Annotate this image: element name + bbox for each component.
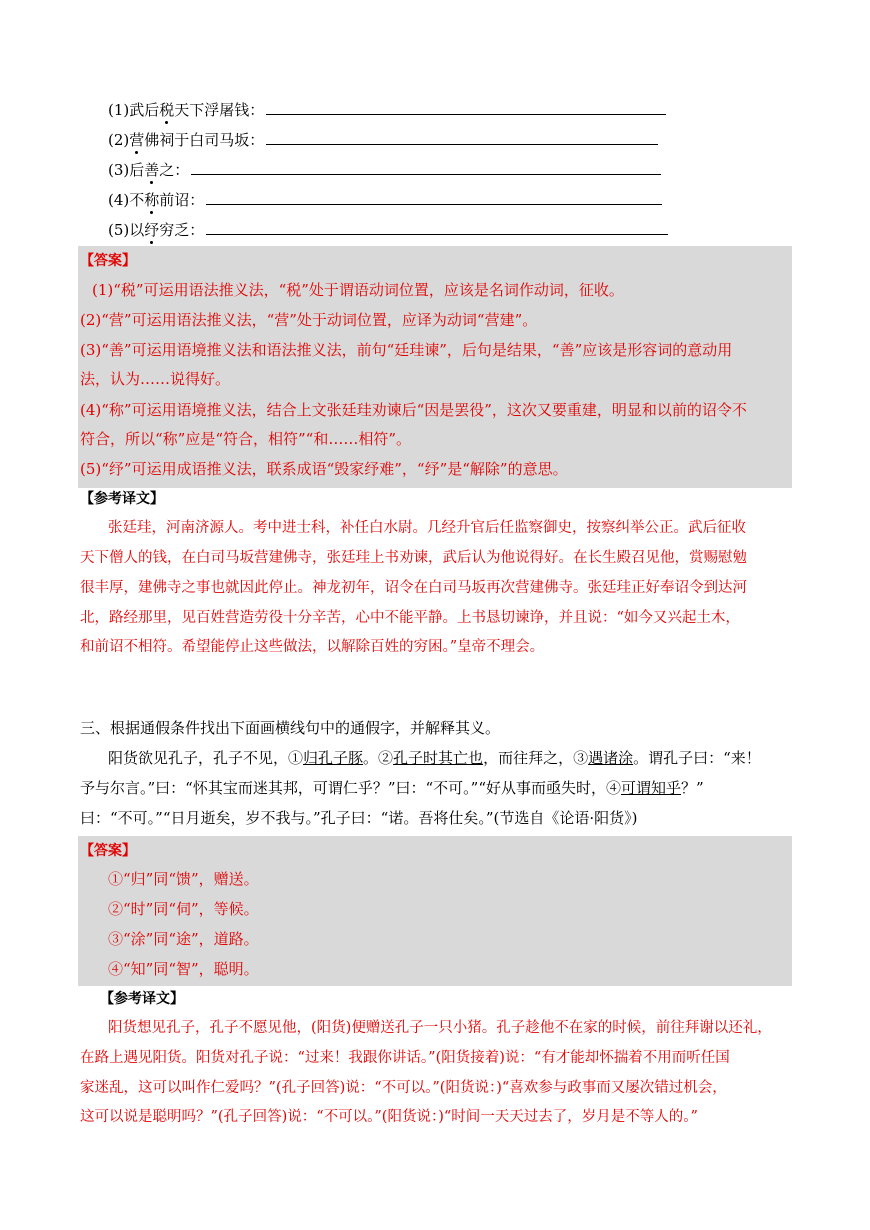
answer-tag: 【答案】 — [80, 253, 136, 269]
translation-line: 张廷珪，河南济源人。考中进士科，补任白水尉。几经升官后任监察御史，按察纠举公正。武后征收 — [108, 520, 746, 536]
question-3: (3)后善之： — [108, 160, 661, 180]
answer-item-4: ④“知”同“智”，聪明。 — [108, 960, 259, 978]
answer-line[interactable] — [206, 222, 668, 235]
translation-tag: 【参考译文】 — [100, 991, 184, 1007]
answer-line-1: (1)“税”可运用语法推义法，“税”处于谓语动词位置，应该是名词作动词，征收。 — [92, 281, 624, 299]
answer-tag: 【答案】 — [80, 843, 136, 859]
translation-line: 很丰厚，建佛寺之事也就因此停止。神龙初年，诏令在白司马坂再次营建佛寺。张廷珪正好奉诏令到达河 — [80, 580, 747, 596]
question-2: (2)营佛祠于白司马坂： — [108, 130, 658, 150]
answer-line-7: (5)“纾”可运用成语推义法，联系成语“毁家纾难”，“纾”是“解除”的意思。 — [80, 460, 568, 478]
translation-line: 和前诏不相符。希望能停止这些做法，以解除百姓的穷困。”皇帝不理会。 — [80, 639, 545, 655]
answer-line-2: (2)“营”可运用语法推义法，“营”处于动词位置，应译为动词“营建”。 — [80, 311, 538, 329]
translation-line: 阳货想见孔子，孔子不愿见他，(阳货)便赠送孔子一只小猪。孔子趁他不在家的时候，前往拜谢以还礼， — [108, 1020, 772, 1036]
translation-line: 在路上遇见阳货。阳货对孔子说：“过来！我跟你讲话。”(阳货接着)说：“有才能却怀揣着不用而听任国 — [80, 1050, 730, 1066]
answer-line[interactable] — [206, 192, 662, 205]
answer-item-3: ③“涂”同“途”，道路。 — [108, 930, 259, 948]
answer-line-6: 符合，所以“称”应是“符合，相符”“和……相符”。 — [80, 430, 412, 448]
question-4: (4)不称前诏： — [108, 190, 662, 210]
translation-line: 家迷乱，这可以叫作仁爱吗？”(孔子回答)说：“不可以。”(阳货说：)“喜欢参与政事而又屡次错过机会， — [80, 1080, 727, 1096]
question-1: (1)武后税天下浮屠钱： — [108, 100, 666, 120]
translation-line: 天下僧人的钱，在白司马坂营建佛寺，张廷珪上书劝谏，武后认为他说得好。在长生殿召见他，赏赐慰勉 — [80, 550, 747, 566]
translation-tag: 【参考译文】 — [80, 491, 164, 507]
underlined-phrase-1: 归孔子豚 — [303, 749, 364, 767]
underlined-phrase-2: 孔子时其亡也 — [393, 749, 484, 767]
passage-line-2: 予与尔言。”曰：“怀其宝而迷其邦，可谓仁乎？”曰：“不可。”“好从事而亟失时，④可谓知乎？” — [80, 779, 704, 797]
answer-line-4: 法，认为……说得好。 — [80, 370, 231, 388]
passage-line-1: 阳货欲见孔子，孔子不见，①归孔子豚。②孔子时其亡也，而往拜之，③遇诸涂。谓孔子曰：“来！ — [108, 749, 761, 767]
underlined-phrase-4: 可谓知乎 — [621, 779, 682, 797]
underlined-phrase-3: 遇诸涂 — [588, 749, 634, 767]
answer-line-3: (3)“善”可运用语境推义法和语法推义法，前句“廷珪谏”，后句是结果，“善”应该是形容词的意动用 — [80, 341, 733, 359]
answer-line[interactable] — [266, 132, 658, 145]
answer-item-1: ①“归”同“馈”，赠送。 — [108, 870, 259, 888]
answer-line-5: (4)“称”可运用语境推义法，结合上文张廷珪劝谏后“因是罢役”，这次又要重建，明显和以前的诏令不 — [80, 401, 747, 419]
translation-line: 这可以说是聪明吗？”(孔子回答)说：“不可以。”(阳货说：)“时间一天天过去了，岁月是不等人的。” — [80, 1109, 698, 1125]
question-5: (5)以纾穷乏： — [108, 220, 668, 240]
section-heading: 三、根据通假条件找出下面画横线句中的通假字，并解释其义。 — [80, 719, 501, 737]
answer-line[interactable] — [266, 102, 666, 115]
translation-line: 北，路经那里，见百姓营造劳役十分辛苦，心中不能平静。上书恳切谏诤，并且说：“如今又兴起土木， — [80, 610, 740, 626]
answer-item-2: ②“时”同“伺”，等候。 — [108, 900, 259, 918]
answer-line[interactable] — [191, 162, 661, 175]
passage-line-3: 曰：“不可。”“日月逝矣，岁不我与。”孔子曰：“诺。吾将仕矣。”(节选自《论语·阳货》) — [80, 809, 638, 827]
